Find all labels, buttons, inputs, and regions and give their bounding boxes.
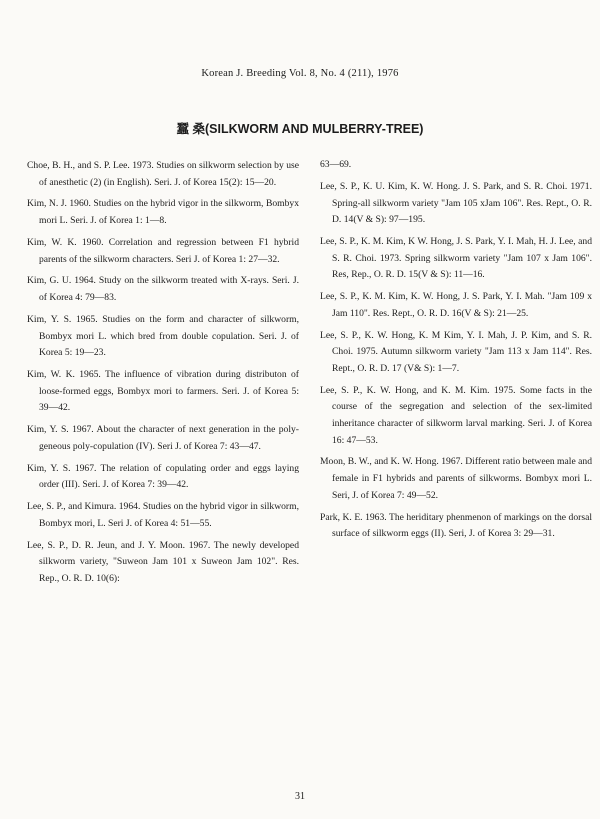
reference-entry: Lee, S. P., K. M. Kim, K W. Hong, J. S. Park, Y. I. Mah, H. J. Lee, and S. R. Choi. 1973. Spring silkworm variety "Jam 107 x Jam 106". Res, Rep., O. R. D. 15(V & S): 11—16. [320,236,592,281]
reference-entry: Kim, N. J. 1960. Studies on the hybrid vigor in the silkworm, Bombyx mori L. Seri. J. of Korea 1: 1—8. [27,198,299,227]
page-number: 31 [295,791,305,802]
references-right-column [320,157,592,548]
reference-entry: Lee, S. P., and Kimura. 1964. Studies on the hybrid vigor in silkworm, Bombyx mori, L. Seri J. of Korea 4: 51—55. [27,501,299,529]
journal-header: Korean J. Breeding Vol. 8, No. 4 (211), 1976 [201,68,399,79]
reference-entry: Kim, Y. S. 1967. The relation of copulating order and eggs laying order (III). Seri. J. of Korea 7: 39—42. [27,462,299,491]
reference-entry: Kim, W. K. 1960. Correlation and regression between F1 hybrid parents of the silkworm characters. Seri J. of Korea 1: 27—32. [27,236,299,265]
reference-entry: Choe, B. H., and S. P. Lee. 1973. Studies on silkworm selection by use of anesthetic (2) (in English). Seri. J. of Korea 15(2): 15—20. [27,160,299,188]
references-left-column [27,158,299,593]
reference-entry: Moon, B. W., and K. W. Hong. 1967. Different ratio between male and female in F1 hybrids and parents of silkworms. Bombyx mori L. Seri, J. of Korea 7: 49—52. [320,456,592,501]
reference-entry: Lee, S. P., K. U. Kim, K. W. Hong. J. S. Park, and S. R. Choi. 1971. Spring-all silkworm variety "Jam 105 xJam 106". Res. Rept., O. R. D. 14(V & S): 97—195. [320,181,592,226]
reference-entry: Kim, G. U. 1964. Study on the silkworm treated with X-rays. Seri. J. of Korea 4: 79—83. [27,275,299,304]
reference-entry: Lee, S. P., K. M. Kim, K. W. Hong, J. S. Park, Y. I. Mah. "Jam 109 x Jam 110". Res. Rept., O. R. D. 16(V & S): 21—25. [320,291,592,319]
reference-entry: Kim, Y. S. 1965. Studies on the form and character of silkworm, Bombyx mori L. which bred from double copulation. Seri. J. of Korea 5: 19—23. [27,313,299,359]
reference-entry: Kim, W. K. 1965. The influence of vibration during distributon of loose-formed eggs, Bombyx mori to farmers. Seri. J. of Korea 5: 39—42. [27,369,299,414]
reference-entry: Lee, S. P., K. W. Hong, and K. M. Kim. 1975. Some facts in the course of the segregation and selection of the sex-limited inheritance character of silkworm larval marking. Seri. J. of Korea 16: 47—53. [320,384,592,446]
reference-entry: Lee, S. P., D. R. Jeun, and J. Y. Moon. 1967. The newly developed silkworm variety, "Suweon Jam 101 x Suweon Jam 102". Res. Rep., O. R. D. 10(6): [27,539,299,584]
reference-continuation: 63—69. [320,159,352,170]
reference-entry: Kim, Y. S. 1967. About the character of next generation in the poly-geneous poly-copulation (IV). Seri J. of Korea 7: 43—47. [27,424,299,452]
reference-entry: Lee, S. P., K. W. Hong, K. M Kim, Y. I. Mah, J. P. Kim, and S. R. Choi. 1975. Autumn silkworm variety "Jam 113 x Jam 114". Res. Rept., O. R. D. 17 (V& S): 1—7. [320,329,592,374]
section-title: 蠶 桑(SILKWORM AND MULBERRY-TREE) [176,122,424,136]
reference-entry: Park, K. E. 1963. The heriditary phenmenon of markings on the dorsal surface of silkworm eggs (II). Seri, J. of Korea 3: 29—31. [320,511,592,540]
